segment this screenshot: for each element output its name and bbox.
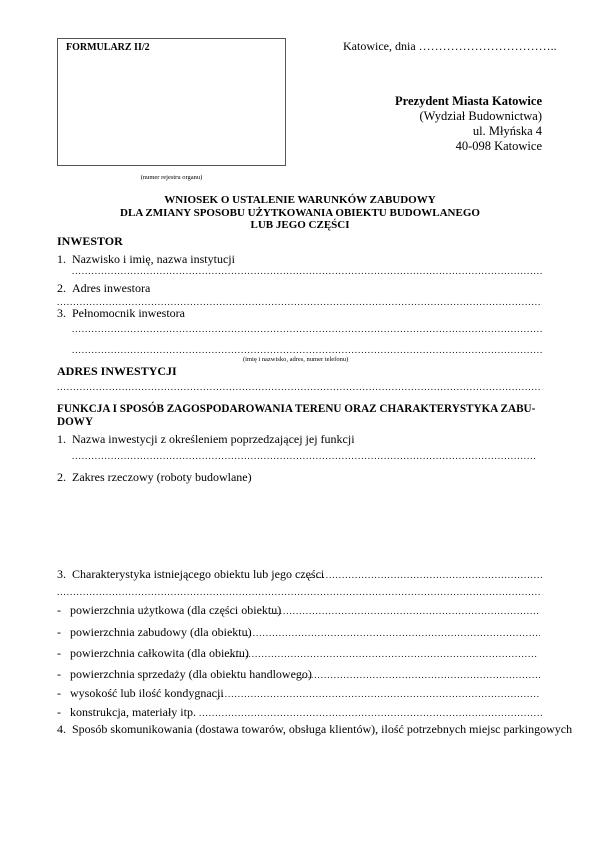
- dash-marker: -: [57, 667, 61, 681]
- item-number: 2.: [57, 281, 66, 295]
- existing-characteristics-field[interactable]: [303, 570, 542, 580]
- form-title: [57, 194, 543, 232]
- dash-item-4: [57, 667, 312, 681]
- investor-heading: INWESTOR: [57, 234, 123, 248]
- sales-area-field[interactable]: [298, 670, 540, 680]
- dash-item-2: [57, 625, 252, 639]
- title-line1: WNIOSEK O USTALENIE WARUNKÓW ZABUDOWY: [164, 194, 436, 206]
- address-heading: ADRES INWESTYCJI: [57, 364, 177, 378]
- registry-note: (numer rejestru organu): [140, 174, 203, 181]
- construction-field[interactable]: [199, 708, 544, 718]
- investor-item-1: [57, 253, 235, 266]
- function-item-4: [57, 722, 573, 736]
- dash-marker: -: [57, 686, 61, 700]
- dash-marker: -: [57, 625, 61, 639]
- dash-item-3: [57, 646, 249, 660]
- investor-item-2: [57, 282, 150, 295]
- item-label: Adres inwestora: [72, 281, 151, 295]
- registry-box: [57, 38, 286, 166]
- investment-address-field[interactable]: [57, 382, 542, 392]
- investor-name-field[interactable]: [72, 266, 542, 276]
- dash-marker: -: [57, 603, 61, 617]
- dash-label: konstrukcja, materiały itp.: [70, 705, 196, 719]
- dash-label: powierzchnia sprzedaży (dla obiektu handlowego): [70, 667, 312, 681]
- recipient-name: Prezydent Miasta Katowice: [395, 94, 542, 108]
- proxy-field-2[interactable]: [72, 345, 542, 355]
- investment-name-field[interactable]: [72, 451, 537, 461]
- item-label: Charakterystyka istniejącego obiektu lub jego części: [72, 568, 325, 581]
- title-line3: LUB JEGO CZĘŚCI: [250, 219, 350, 231]
- title-line2: DLA ZMIANY SPOSOBU UŻYTKOWANIA OBIEKTU BUDOWLANEGO: [120, 206, 480, 219]
- recipient-block: [300, 94, 542, 154]
- recipient-city: 40-098 Katowice: [455, 139, 542, 153]
- proxy-note: (imię i nazwisko, adres, numer telefonu): [243, 356, 349, 363]
- dash-label: powierzchnia użytkowa (dla części obiektu): [70, 603, 282, 617]
- item-number: 1.: [57, 432, 66, 446]
- item-label: Zakres rzeczowy (roboty budowlane): [72, 470, 252, 484]
- item-number: 3.: [57, 568, 66, 581]
- dash-label: wysokość lub ilość kondygnacji: [70, 686, 224, 700]
- height-field[interactable]: [215, 689, 540, 699]
- function-item-1: [57, 433, 355, 446]
- existing-characteristics-field-2[interactable]: [57, 587, 542, 597]
- built-area-field[interactable]: [243, 628, 540, 638]
- dash-item-1: [57, 603, 282, 617]
- form-code: FORMULARZ II/2: [66, 42, 150, 53]
- dash-item-5: [57, 686, 224, 700]
- investor-item-3: [57, 307, 185, 320]
- dash-marker: -: [57, 646, 61, 660]
- proxy-field-1[interactable]: [72, 324, 542, 334]
- item-label: Pełnomocnik inwestora: [72, 306, 185, 320]
- place-date: Katowice, dnia ……………………………..: [343, 39, 557, 53]
- item-number: 2.: [57, 470, 66, 484]
- total-area-field[interactable]: [229, 649, 537, 659]
- usable-area-field[interactable]: [270, 606, 540, 616]
- function-heading-line1: FUNKCJA I SPOSÓB ZAGOSPODAROWANIA TERENU ORAZ CHARAKTERYSTYKA ZABU-: [57, 403, 536, 415]
- item-number: 3.: [57, 306, 66, 320]
- recipient-dept: (Wydział Budownictwa): [419, 109, 542, 123]
- dash-label: powierzchnia całkowita (dla obiektu): [70, 646, 249, 660]
- recipient-street: ul. Młyńska 4: [472, 124, 542, 138]
- item-label: Sposób skomunikowania (dostawa towarów, obsługa klientów), ilość potrzebnych miejsc parkingowych: [72, 722, 573, 736]
- function-item-2: [57, 471, 252, 484]
- item-number: 4.: [57, 722, 66, 736]
- dash-label: powierzchnia zabudowy (dla obiektu): [70, 625, 252, 639]
- item-label: Nazwa inwestycji z określeniem poprzedzającej jej funkcji: [72, 432, 355, 446]
- function-heading-line2: DOWY: [57, 416, 94, 428]
- scope-field[interactable]: [72, 488, 542, 560]
- function-heading: [57, 403, 543, 429]
- dash-marker: -: [57, 705, 61, 719]
- dash-item-6: [57, 705, 196, 719]
- item-number: 1.: [57, 252, 66, 266]
- item-label: Nazwisko i imię, nazwa instytucji: [72, 252, 235, 266]
